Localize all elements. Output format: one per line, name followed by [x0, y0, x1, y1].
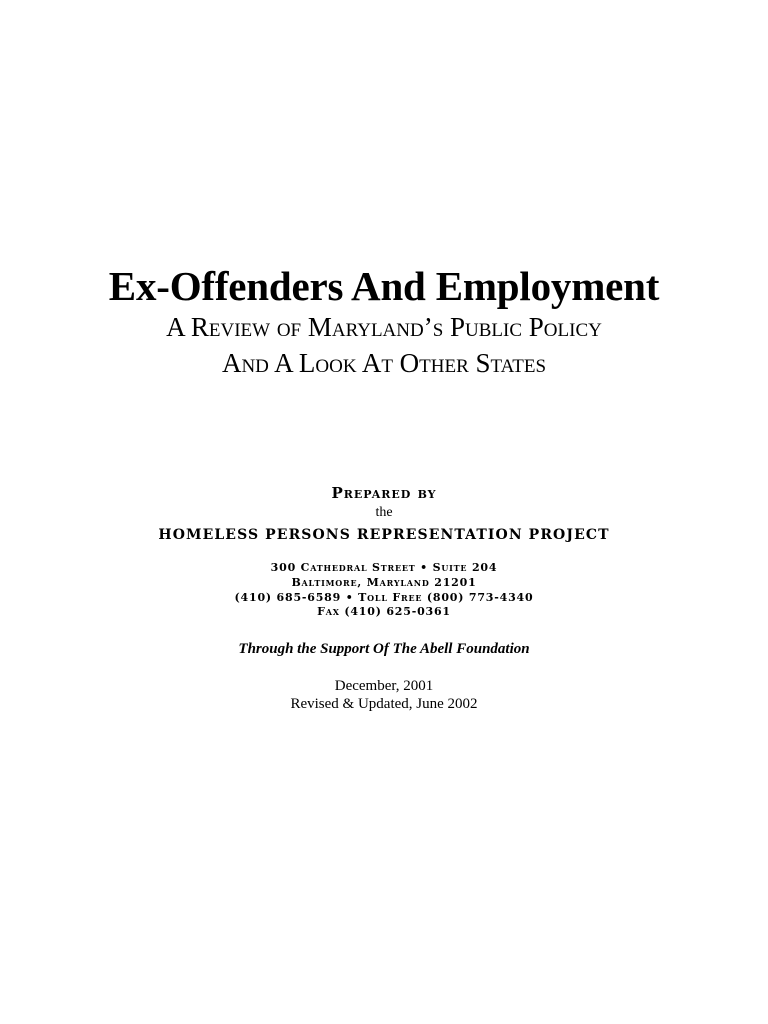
address-street: 300 Cathedral Street • Suite 204 [270, 561, 498, 574]
subtitle-line-2: And A Look At Other States [221, 348, 547, 378]
organization-name: HOMELESS PERSONS REPRESENTATION PROJECT [158, 527, 610, 543]
phone-numbers: (410) 685-6589 • Toll Free (800) 773-4340 [234, 591, 534, 604]
support-statement: Through the Support Of The Abell Foundation [238, 641, 530, 657]
prepared-by-label: Prepared by [331, 484, 437, 502]
publication-date: December, 2001 [334, 678, 434, 694]
revision-date: Revised & Updated, June 2002 [290, 696, 478, 712]
subtitle-line-1: A Review of Maryland’s Public Policy [166, 312, 602, 342]
address-city: Baltimore, Maryland 21201 [291, 576, 477, 589]
fax-number: Fax (410) 625-0361 [317, 605, 451, 618]
the-label: the [375, 505, 393, 520]
document-title: Ex-Offenders And Employment [108, 263, 660, 309]
